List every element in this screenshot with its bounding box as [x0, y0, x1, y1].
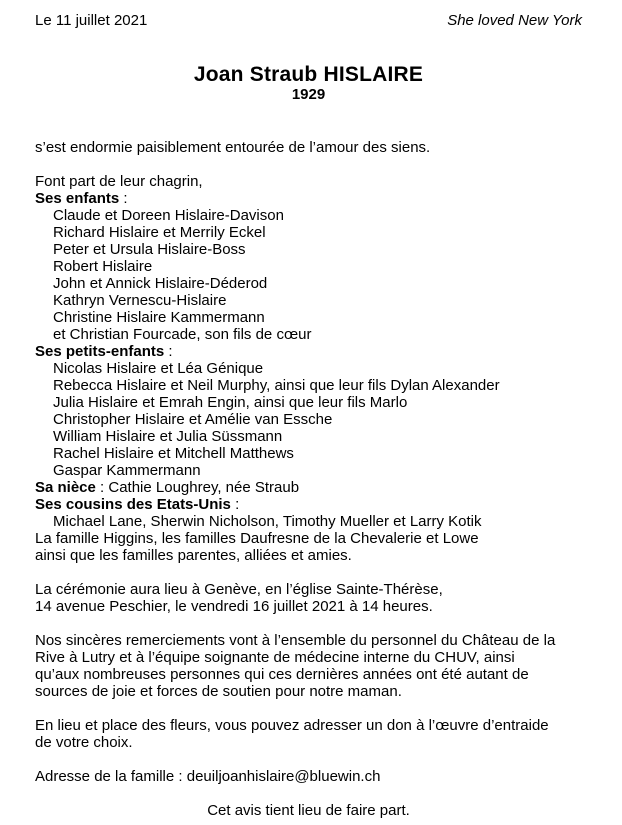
notice-date: Le 11 juillet 2021	[35, 12, 148, 29]
grandchildren-item: William Hislaire et Julia Süssmann	[53, 428, 283, 445]
children-item: et Christian Fourcade, son fils de cœur	[53, 326, 312, 343]
notice-header	[35, 12, 582, 29]
grandchildren-label-suffix: :	[164, 343, 173, 360]
children-label-suffix: :	[119, 190, 128, 207]
family-address-line	[35, 768, 582, 785]
other-families-line: ainsi que les familles parentes, alliées et amies.	[35, 547, 352, 564]
cousins-label-suffix: :	[230, 496, 240, 513]
children-heading	[35, 190, 582, 207]
donation-line: En lieu et place des fleurs, vous pouvez adresser un don à l’œuvre d’entraide	[35, 717, 549, 734]
ceremony-line: La cérémonie aura lieu à Genève, en l’église Sainte-Thérèse,	[35, 581, 443, 598]
family-email: deuiljoanhislaire@bluewin.ch	[186, 768, 381, 785]
intro-line: s’est endormie paisiblement entourée de l’amour des siens.	[35, 139, 431, 156]
grandchildren-item: Christopher Hislaire et Amélie van Essche	[53, 411, 333, 428]
donations-paragraph	[35, 717, 582, 751]
donation-line: de votre choix.	[35, 734, 133, 751]
ceremony-paragraph	[35, 581, 582, 615]
grandchildren-label: Ses petits-enfants	[35, 343, 165, 360]
grandchildren-item: Rachel Hislaire et Mitchell Matthews	[53, 445, 294, 462]
birth-year: 1929	[291, 86, 326, 103]
children-item: John et Annick Hislaire-Déderod	[53, 275, 268, 292]
grief-line: Font part de leur chagrin,	[35, 173, 203, 190]
children-label: Ses enfants	[35, 190, 120, 207]
grandchildren-item: Rebecca Hislaire et Neil Murphy, ainsi que leur fils Dylan Alexander	[53, 377, 500, 394]
cousins-heading	[35, 496, 582, 513]
thanks-paragraph	[35, 632, 582, 700]
family-section	[35, 173, 582, 564]
grandchildren-item: Nicolas Hislaire et Léa Génique	[53, 360, 264, 377]
thanks-line: Rive à Lutry et à l’équipe soignante de médecine interne du CHUV, ainsi	[35, 649, 515, 666]
title-block	[35, 63, 582, 103]
children-item: Claude et Doreen Hislaire-Davison	[53, 207, 284, 224]
thanks-line: sources de joie et forces de soutien pour notre maman.	[35, 683, 402, 700]
children-item: Kathryn Vernescu-Hislaire	[53, 292, 227, 309]
family-address-label: Adresse de la famille :	[35, 768, 187, 785]
closing-line: Cet avis tient lieu de faire part.	[207, 802, 410, 819]
niece-label: Sa nièce	[35, 479, 96, 496]
grandchildren-item: Julia Hislaire et Emrah Engin, ainsi que leur fils Marlo	[53, 394, 408, 411]
ceremony-line: 14 avenue Peschier, le vendredi 16 juillet 2021 à 14 heures.	[35, 598, 433, 615]
family-address-paragraph	[35, 768, 582, 785]
thanks-line: qu’aux nombreuses personnes qui ces dernières années ont été autant de	[35, 666, 529, 683]
deceased-name: Joan Straub HISLAIRE	[193, 63, 424, 86]
grandchildren-item: Gaspar Kammermann	[53, 462, 201, 479]
children-item: Richard Hislaire et Merrily Eckel	[53, 224, 266, 241]
children-item: Peter et Ursula Hislaire-Boss	[53, 241, 246, 258]
cousins-item: Michael Lane, Sherwin Nicholson, Timothy Mueller et Larry Kotik	[53, 513, 482, 530]
niece-name: : Cathie Loughrey, née Straub	[95, 479, 300, 496]
other-families-line: La famille Higgins, les familles Daufresne de la Chevalerie et Lowe	[35, 530, 479, 547]
thanks-line: Nos sincères remerciements vont à l’ensemble du personnel du Château de la	[35, 632, 556, 649]
children-item: Christine Hislaire Kammermann	[53, 309, 265, 326]
cousins-label: Ses cousins des Etats-Unis	[35, 496, 231, 513]
children-item: Robert Hislaire	[53, 258, 153, 275]
niece-line	[35, 479, 582, 496]
notice-tagline: She loved New York	[447, 12, 582, 29]
grandchildren-heading	[35, 343, 582, 360]
